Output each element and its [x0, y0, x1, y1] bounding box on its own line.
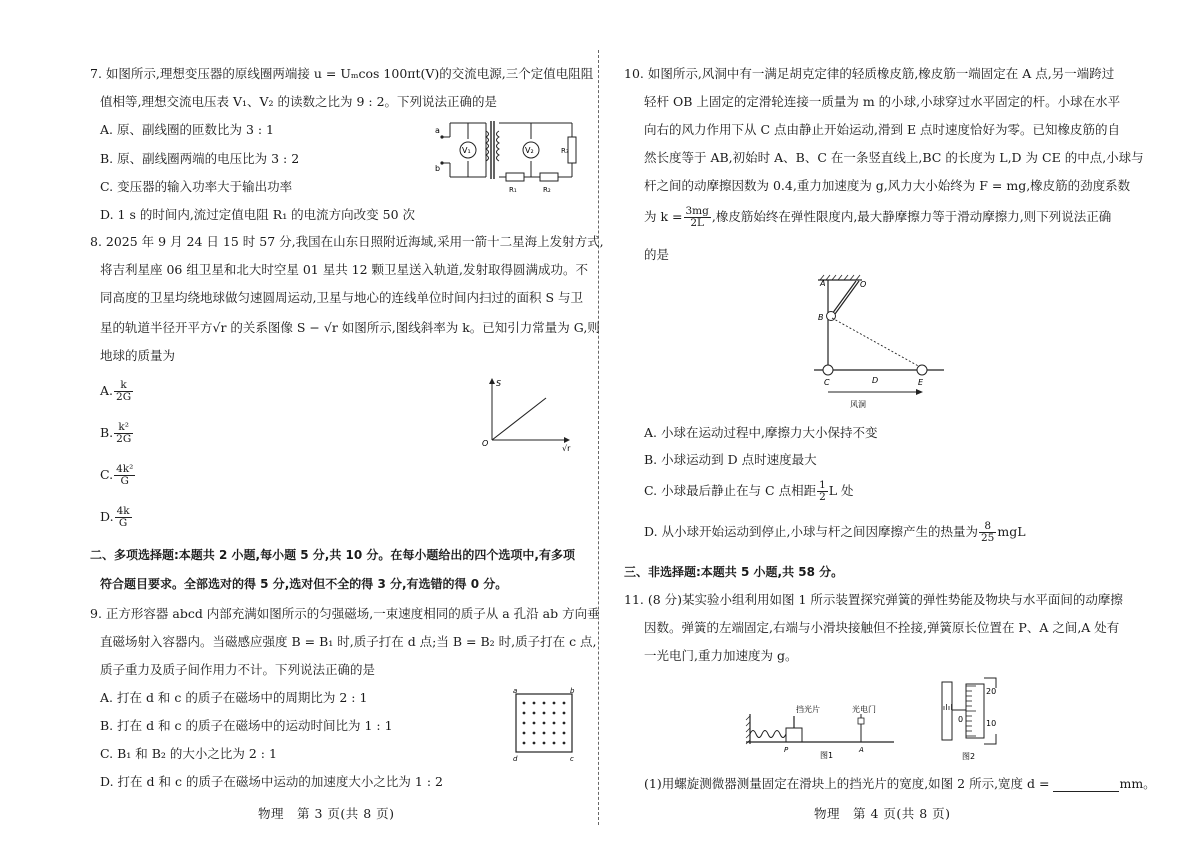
- q8-option-a-fraction: $\frac{k}{2G}$: [116, 379, 132, 403]
- q10-fig-label-c: C: [824, 378, 830, 387]
- q8-option-c: C. $\frac{\text{4k²}}{G}$: [100, 463, 134, 487]
- field-dot: [523, 712, 526, 715]
- q7-stem-line2: 值相等,理想交流电压表 V₁、V₂ 的读数之比为 9 : 2。下列说法正确的是: [100, 94, 498, 109]
- field-dot: [553, 702, 556, 705]
- q10-stem-line4: 然长度等于 AB,初始时 A、B、C 在一条竖直线上,BC 的长度为 L,D 为 CE 的中点,小球与: [644, 150, 1144, 165]
- field-dot: [533, 712, 536, 715]
- q8-stem-line3: 同高度的卫星均绕地球做匀速圆周运动,卫星与地心的连线单位时间内扫过的面积 S 与卫: [100, 290, 583, 305]
- q10-fig-label-b: B: [818, 313, 824, 322]
- field-dot: [533, 722, 536, 725]
- section-2-line2: 符合题目要求。全部选对的得 5 分,选对但不全的得 3 分,有选错的得 0 分。: [100, 577, 508, 591]
- magnetic-field-dots: [523, 702, 566, 745]
- q11-stem-line1: 11. (8 分)某实验小组利用如图 1 所示装置探究弹簧的弹性势能及物块与水平面间的动摩擦: [624, 592, 1123, 607]
- field-dot: [563, 712, 566, 715]
- section-2-line1: 二、多项选择题:本题共 2 小题,每小题 5 分,共 10 分。在每小题给出的四个选项中,有多项: [90, 548, 575, 562]
- q10-wind-tunnel-figure: [810, 272, 950, 410]
- q8-option-d: D. $\frac{4k}{G}$: [100, 505, 130, 529]
- q10-option-a: A. 小球在运动过程中,摩擦力大小保持不变: [644, 425, 878, 440]
- q11-subquestion-1: (1)用螺旋测微器测量固定在滑块上的挡光片的宽度,如图 2 所示,宽度 d = mm。: [644, 776, 1156, 791]
- q10-option-d: D. 从小球开始运动到停止,小球与杆之间因摩擦产生的热量为 $\frac{8}{25}$ mgL: [644, 520, 1026, 544]
- q9-option-b: B. 打在 d 和 c 的质子在磁场中的运动时间比为 1 : 1: [100, 718, 393, 733]
- field-dot: [543, 712, 546, 715]
- q11-fig2-tick-0: 0: [958, 715, 964, 724]
- q8-graph-origin: O: [482, 439, 489, 448]
- field-dot: [523, 732, 526, 735]
- q7-fig-label-v1: V₁: [462, 146, 471, 155]
- q7-option-a: A. 原、副线圈的匝数比为 3 : 1: [100, 122, 275, 137]
- field-dot: [523, 702, 526, 705]
- q9-option-c: C. B₁ 和 B₂ 的大小之比为 2 : 1: [100, 746, 277, 761]
- q10-option-d-fraction: $\frac{8}{25}$: [981, 520, 995, 544]
- section-3-heading: 三、非选择题:本题共 5 小题,共 58 分。: [624, 565, 844, 579]
- q9-fig-label-d: d: [513, 755, 518, 763]
- q8-graph-x-label: √r: [562, 444, 571, 453]
- q8-option-d-fraction: $\frac{4k}{G}$: [116, 505, 130, 529]
- q8-option-a: A. $\frac{k}{2G}$: [100, 379, 132, 403]
- q8-graph-y-label: S: [496, 379, 502, 388]
- q11-figure-1-spring-setup: [746, 700, 896, 760]
- q8-graph-line: [492, 398, 546, 440]
- q9-magnetic-field-figure: [508, 688, 578, 762]
- q7-transformer-circuit-figure: [436, 117, 586, 197]
- q9-stem-line2: 直磁场射入容器内。当磁感应强度 B = B₁ 时,质子打在 d 点;当 B = B₂ 时,质子打在 c 点,: [100, 634, 597, 649]
- q10-stem-line2: 轻杆 OB 上固定的定滑轮连接一质量为 m 的小球,小球穿过水平固定的杆。小球在水平: [644, 94, 1121, 109]
- left-page-footer: 物理 第 3 页(共 8 页): [258, 806, 395, 821]
- field-dot: [563, 702, 566, 705]
- field-dot: [523, 742, 526, 745]
- q11-fig1-label-a: A: [859, 746, 864, 754]
- field-dot: [553, 712, 556, 715]
- q9-fig-label-a: a: [513, 687, 518, 695]
- q11-stem-line3: 一光电门,重力加速度为 g。: [644, 648, 798, 663]
- q9-stem-line1: 9. 正方形容器 abcd 内部充满如图所示的匀强磁场,一束速度相同的质子从 a 孔沿 ab 方向垂: [90, 606, 600, 621]
- q10-k-fraction: $\frac{3mg}{2L}$: [685, 205, 709, 229]
- q10-fig-label-e: E: [918, 378, 924, 387]
- q11-fig1-label-p: P: [784, 746, 789, 754]
- field-dot: [543, 742, 546, 745]
- q7-fig-label-b: b: [435, 164, 441, 173]
- q9-stem-line3: 质子重力及质子间作用力不计。下列说法正确的是: [100, 662, 376, 677]
- q10-stem-line7: 的是: [644, 247, 670, 262]
- q11-fig1-caption: 图1: [820, 751, 834, 760]
- q11-fig2-tick-20: 20: [986, 687, 997, 696]
- q7-stem-line1: 7. 如图所示,理想变压器的原线圈两端接 u = Uₘcos 100πt(V)的交流电源,三个定值电阻阻: [90, 66, 594, 81]
- q11-fig1-label-photogate: 光电门: [852, 705, 876, 714]
- q10-option-b: B. 小球运动到 D 点时速度最大: [644, 452, 817, 467]
- q9-fig-label-c: c: [570, 755, 574, 763]
- q7-fig-label-r2: R₂: [543, 186, 551, 194]
- q8-stem-line4: 星的轨道半径开平方√r 的关系图像 S − √r 如图所示,图线斜率为 k。已知引力常量为 G,则: [100, 320, 600, 335]
- q11-fig1-label-shading-plate: 挡光片: [796, 705, 820, 714]
- field-dot: [523, 722, 526, 725]
- field-dot: [533, 732, 536, 735]
- field-dot: [563, 722, 566, 725]
- q11-fig2-tick-10: 10: [986, 719, 997, 728]
- q8-s-sqrt-r-graph: [480, 376, 575, 452]
- q10-fig-label-d: D: [872, 376, 879, 385]
- q10-option-c: C. 小球最后静止在与 C 点相距 $\frac{1}{2}$ L 处: [644, 479, 854, 503]
- q7-fig-label-v2: V₂: [525, 146, 534, 155]
- field-dot: [563, 742, 566, 745]
- q10-stem-line5: 杆之间的动摩擦因数为 0.4,重力加速度为 g,风力大小始终为 F = mg,橡皮筋的劲度系数: [644, 178, 1131, 193]
- q9-option-a: A. 打在 d 和 c 的质子在磁场中的周期比为 2 : 1: [100, 690, 368, 705]
- q7-fig-label-r3: R₃: [561, 147, 569, 155]
- q7-fig-label-a: a: [435, 126, 440, 135]
- field-dot: [563, 732, 566, 735]
- q11-answer-blank[interactable]: [1053, 779, 1119, 792]
- field-dot: [543, 722, 546, 725]
- q10-stem-line1: 10. 如图所示,风洞中有一满足胡克定律的轻质橡皮筋,橡皮筋一端固定在 A 点,另一端跨过: [624, 66, 1115, 81]
- field-dot: [533, 702, 536, 705]
- field-dot: [533, 742, 536, 745]
- q8-stem-line2: 将吉利星座 06 组卫星和北大时空星 01 星共 12 颗卫星送入轨道,发射取得圆满成功。不: [100, 262, 589, 277]
- q10-fig-label-o: O: [860, 280, 867, 289]
- q10-option-c-fraction: $\frac{1}{2}$: [819, 479, 826, 503]
- q7-option-c: C. 变压器的输入功率大于输出功率: [100, 179, 293, 194]
- field-dot: [553, 722, 556, 725]
- q9-fig-label-b: b: [570, 687, 575, 695]
- q10-fig-label-a: A: [820, 279, 826, 288]
- micrometer-scale-ticks: [944, 686, 976, 736]
- q8-stem-line1: 8. 2025 年 9 月 24 日 15 时 57 分,我国在山东日照附近海域,采用一箭十二星海上发射方式,: [90, 234, 604, 249]
- right-page-footer: 物理 第 4 页(共 8 页): [814, 806, 951, 821]
- q10-fig-caption-wind-tunnel: 风洞: [850, 400, 866, 409]
- q11-fig2-caption: 图2: [962, 752, 976, 761]
- q11-figure-2-micrometer: [938, 674, 1008, 764]
- q7-option-d: D. 1 s 的时间内,流过定值电阻 R₁ 的电流方向改变 50 次: [100, 207, 416, 222]
- q8-option-b-fraction: $\frac{\text{k²}}{2G}$: [116, 421, 132, 445]
- q8-option-b: B. $\frac{\text{k²}}{2G}$: [100, 421, 132, 445]
- q11-stem-line2: 因数。弹簧的左端固定,右端与小滑块接触但不拴接,弹簧原长位置在 P、A 之间,A 处有: [644, 620, 1120, 635]
- q10-stem-line3: 向右的风力作用下从 C 点由静止开始运动,滑到 E 点时速度恰好为零。已知橡皮筋的自: [644, 122, 1121, 137]
- q10-stem-line6: 为 k = $\frac{3mg}{2L}$ ,橡皮筋始终在弹性限度内,最大静摩擦力等于滑动摩擦力,则下列说法正确: [644, 205, 1112, 229]
- field-dot: [543, 732, 546, 735]
- q7-option-b: B. 原、副线圈两端的电压比为 3 : 2: [100, 151, 300, 166]
- field-dot: [553, 742, 556, 745]
- page-divider: [598, 50, 599, 825]
- field-dot: [553, 732, 556, 735]
- q8-option-c-fraction: $\frac{\text{4k²}}{G}$: [116, 463, 134, 487]
- q8-stem-line5: 地球的质量为: [100, 348, 176, 363]
- right-page: [600, 0, 1200, 868]
- q7-fig-label-r1: R₁: [509, 186, 517, 194]
- field-dot: [543, 702, 546, 705]
- q9-option-d: D. 打在 d 和 c 的质子在磁场中运动的加速度大小之比为 1 : 2: [100, 774, 443, 789]
